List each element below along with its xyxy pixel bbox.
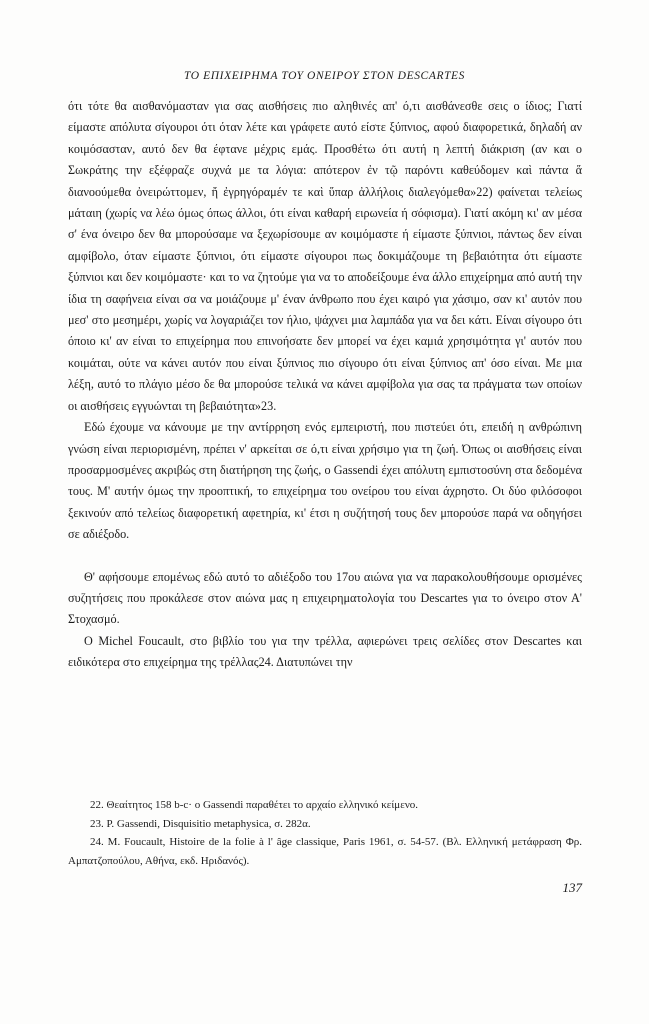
body-text [68,96,582,674]
footnote-22: 22. Θεαίτητος 158 b-c· ο Gassendi παραθέτει το αρχαίο ελληνικό κείμενο. [90,799,419,811]
page-number: 137 [562,880,582,895]
footnote-24: 24. M. Foucault, Histoire de la folie à l' âge classique, Paris 1961, σ. 54-57. (Βλ. Ελληνική μετάφραση Φρ. Αμπατζοπούλου, Αθήνα, εκδ. Ηριδανός). [68,836,582,867]
running-head: ΤΟ ΕΠΙΧΕΙΡΗΜΑ ΤΟΥ ΟΝΕΙΡΟΥ ΣΤΟΝ DESCARTES [183,70,466,82]
paragraph-continued: ότι τότε θα αισθανόμασταν για σας αισθήσεις πιο αληθινές απ' ό,τι αισθάνεσθε σεις ο ίδιος; Γιατί είμαστε απόλυτα σίγουροι ότι όταν λέτε και γράφετε αυτό είστε ξύπνιος, αφού διαφορετικά, δηλαδή αν κοιμόσασταν, αυτό δεν θα έφτανε μέχρις εμάς. Προσθέτω ότι αυτή η λεπτή διάκριση (αν και ο Σωκράτης την εξέφραζε συχνά με τα λόγια: απότερον ἐν τῷ παρόντι καθεύδομεν καὶ πάντα ἅ διανοούμεθα ὀνειρώττομεν, ἤ ἐγρηγόραμέν τε καὶ ὕπαρ ἀλλήλοις διαλεγόμεθα»22) φαίνεται τελείως μάταιη (χωρίς να λέω όμως όπως άλλοι, ότι είναι καθαρή ειρωνεία ή σόφισμα). Γιατί ακόμη κι' αν μέσα σ' ένα όνειρο δεν θα μπορούσαμε να ξεχωρίσουμε αν κοιμόμαστε ή είμαστε ξύπνιοι, πάντως δεν είναι αμφίβολο, όταν είμαστε ξύπνιοι, ότι είμαστε σίγουροι πως δοκιμάζουμε τη βεβαιότητα ότι είμαστε ξύπνιοι και δεν κοιμόμαστε· και το να ζητούμε για να το αποδείξουμε ένα άλλο επιχείρημα από αυτή την ίδια τη σαφήνεια είναι σα να μοιάζουμε μ' έναν άνθρωπο που έχει καιρό για χάσιμο, σαν κι' αυτόν που μεσ' στο μεσημέρι, χωρίς να λογαριάζει τον ήλιο, ψάχνει μια λαμπάδα για να δει κάτι. Είναι σίγουρο ότι όποιο κι' αν είναι το επιχείρημα που επινοήσατε δεν μπορεί να έχει καμιά χρησιμότητα γι' αυτόν που κοιμάται, ούτε να κάνει αυτόν που είναι ξύπνιος πιο σίγουρο ότι είναι ξύπνιος απ' όσο είναι. Με μια λέξη, αυτό το πλάγιο μέσο δε θα μπορούσε τελικά να κάνει αμφίβολα για σας τα πράγματα των οποίων οι αισθήσεις εγγυώνται τη βεβαιότητα»23. [68,99,582,413]
footnote-23: 23. P. Gassendi, Disquisitio metaphysica, σ. 282α. [90,817,311,830]
paragraph-empiricist-objection: Εδώ έχουμε να κάνουμε με την αντίρρηση ενός εμπειριστή, που πιστεύει ότι, επειδή η ανθρώπινη γνώση είναι περιορισμένη, πρέπει ν' αρκείται σε ό,τι είναι χρήσιμο για τη ζωή. Όπως οι αισθήσεις είναι προσαρμοσμένες ακριβώς στη διατήρηση της ζωής, ο Gassendi έχει απόλυτη εμπιστοσύνη στα δεδομένα τους. Μ' αυτήν όμως την προοπτική, το επιχείρημα του ονείρου του είναι άχρηστο. Οι δύο φιλόσοφοι ξεκινούν από τελείως διαφορετική αφετηρία, κι' έτσι η συζήτησή τους δεν μπορούσε παρά να οδηγήσει σε αδιέξοδο. [68,420,582,542]
paragraph-foucault: Ο Michel Foucault, στο βιβλίο του για την τρέλλα, αφιερώνει τρεις σελίδες στον Descartes και ειδικότερα στο επιχείρημα της τρέλλας24. Διατυπώνει την [68,633,582,670]
paragraph-twentieth-century: Θ' αφήσουμε επομένως εδώ αυτό το αδιέξοδο του 17ου αιώνα για να παρακολουθήσουμε ορισμένες συζητήσεις που προκάλεσε στον αιώνα μας η επιχειρηματολογία του Descartes για το όνειρο στον Α' Στοχασμό. [68,569,582,627]
footnotes [68,796,582,870]
